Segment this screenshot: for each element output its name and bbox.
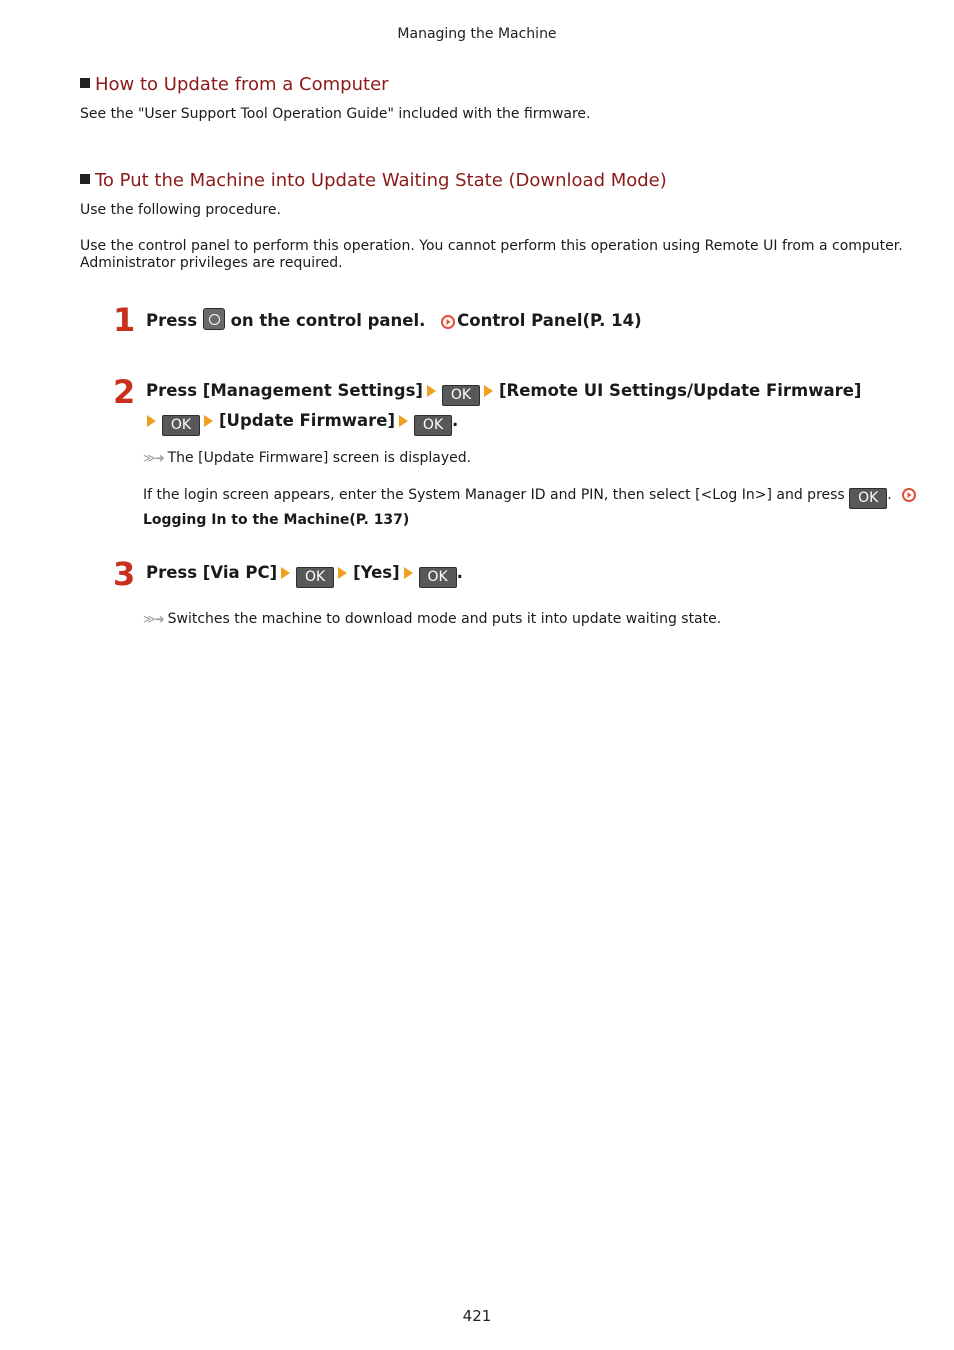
menu-arrow-icon — [281, 567, 290, 579]
step-3-result — [143, 611, 721, 627]
control-panel-link[interactable]: Control Panel(P. 14) — [457, 311, 642, 330]
step-number: 3 — [113, 555, 136, 593]
step-1-text: on the control panel. — [230, 311, 426, 330]
step-2-press-menu: Press [Management Settings] — [146, 381, 423, 400]
ok-key-icon: OK — [442, 385, 480, 406]
step-2-result — [143, 450, 471, 466]
login-note-end: . — [887, 487, 892, 503]
home-icon — [203, 308, 225, 330]
step-number: 2 — [113, 373, 136, 411]
step-2-line-1 — [146, 380, 861, 406]
step-3-menu-2: [Yes] — [353, 563, 400, 582]
menu-arrow-icon — [484, 385, 493, 397]
section-heading-text: To Put the Machine into Update Waiting State (Download Mode) — [95, 170, 667, 191]
login-note-text: If the login screen appears, enter the System Manager ID and PIN, then select [<Log In>] and press — [143, 487, 845, 503]
section-heading-computer-update — [80, 74, 389, 95]
procedure-note — [80, 238, 903, 272]
step-2-menu-3: [Update Firmware] — [219, 411, 396, 430]
procedure-intro: Use the following procedure. — [80, 202, 281, 218]
step-2-line-2 — [143, 410, 458, 436]
step-2-menu-2: [Remote UI Settings/Update Firmware] — [498, 381, 862, 400]
step-3-end: . — [456, 563, 463, 582]
section-body-text: See the "User Support Tool Operation Guide" included with the firmware. — [80, 106, 591, 122]
step-3-instruction — [146, 562, 463, 588]
menu-arrow-icon — [204, 415, 213, 427]
link-arrow-icon — [441, 315, 455, 329]
ok-key-icon: OK — [849, 488, 887, 509]
page-header: Managing the Machine — [397, 26, 557, 42]
login-link[interactable]: Logging In to the Machine(P. 137) — [143, 512, 410, 528]
menu-arrow-icon — [338, 567, 347, 579]
square-bullet-icon — [80, 78, 90, 88]
step-2-result-text: The [Update Firmware] screen is displayed. — [167, 450, 472, 466]
note-line-2: Administrator privileges are required. — [80, 255, 343, 271]
link-arrow-icon — [902, 488, 916, 502]
ok-key-icon: OK — [296, 567, 334, 588]
step-3-result-text: Switches the machine to download mode and puts it into update waiting state. — [167, 611, 722, 627]
page-number: 421 — [462, 1307, 492, 1325]
menu-arrow-icon — [404, 567, 413, 579]
square-bullet-icon — [80, 174, 90, 184]
menu-arrow-icon — [427, 385, 436, 397]
step-3-press-menu: Press [Via PC] — [146, 563, 278, 582]
result-arrow-icon: ≫➜ — [143, 612, 164, 626]
section-heading-download-mode — [80, 170, 667, 191]
step-2-login-note — [143, 484, 918, 531]
menu-arrow-icon — [147, 415, 156, 427]
ok-key-icon: OK — [414, 415, 452, 436]
menu-arrow-icon — [399, 415, 408, 427]
ok-key-icon: OK — [162, 415, 200, 436]
note-line-1: Use the control panel to perform this operation. You cannot perform this operation using Remote UI from a computer. — [80, 238, 903, 254]
step-1-instruction — [146, 308, 642, 332]
section-heading-text: How to Update from a Computer — [95, 74, 389, 95]
result-arrow-icon: ≫➜ — [143, 451, 164, 465]
step-number: 1 — [113, 301, 136, 339]
step-1-press: Press — [146, 311, 198, 330]
step-2-end: . — [452, 411, 459, 430]
ok-key-icon: OK — [419, 567, 457, 588]
